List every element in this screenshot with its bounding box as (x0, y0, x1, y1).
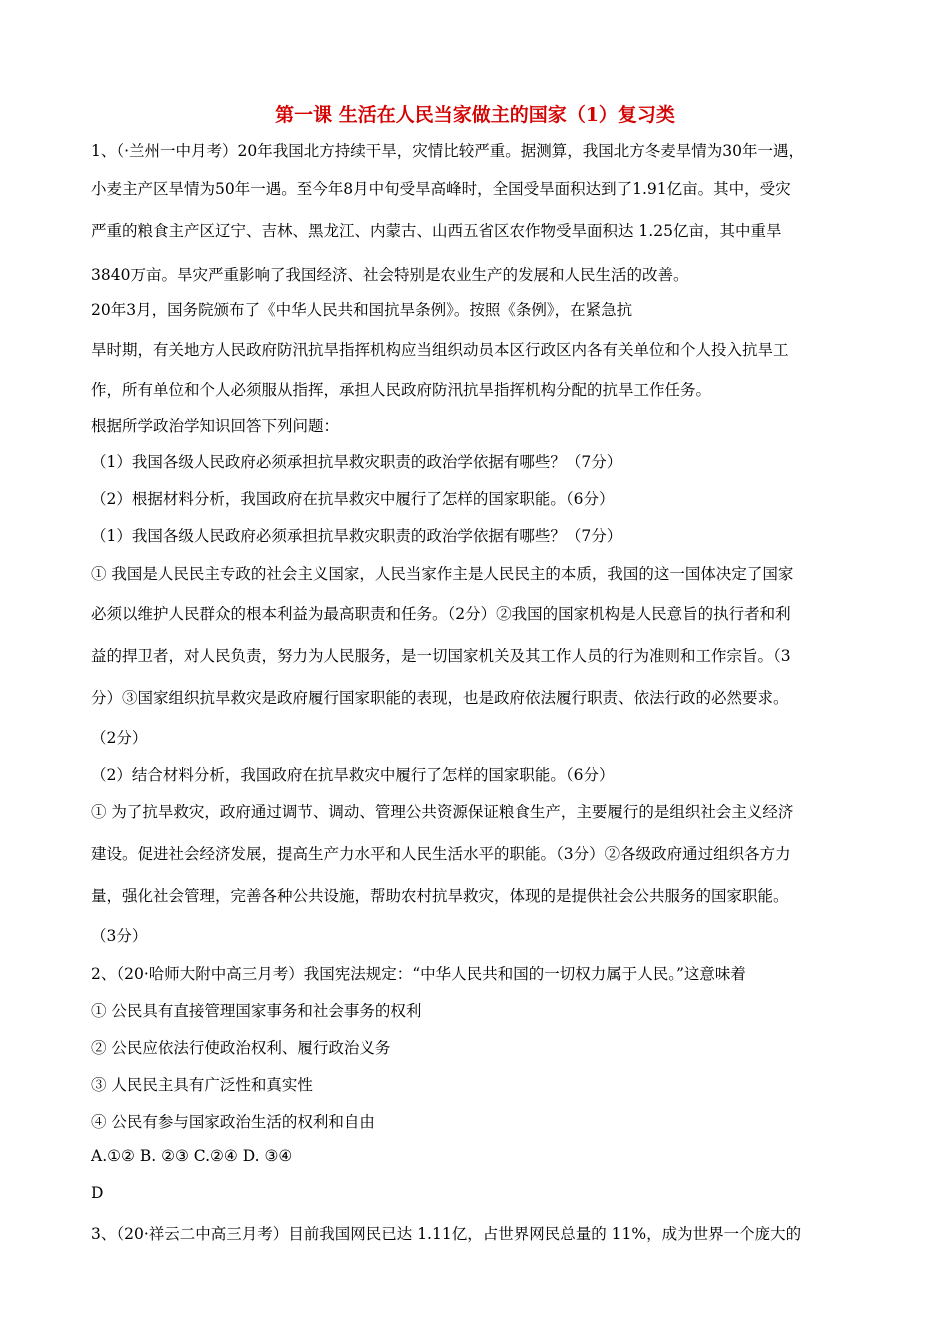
q1-material-line-2: 小麦主产区旱情为50年一遇。至今年8月中旬受旱高峰时，全国受旱面积达到了1.91亿亩。其中，受灾 (91, 180, 791, 198)
q1-answer-heading-2: （2）结合材料分析，我国政府在抗旱救灾中履行了怎样的国家职能。（6分） (91, 766, 615, 784)
q1-material-line-7: 作，所有单位和个人必须服从指挥，承担人民政府防汛抗旱指挥机构分配的抗旱工作任务。 (91, 381, 712, 399)
q1-answer-1-line-3: 益的捍卫者，对人民负责，努力为人民服务，是一切国家机关及其工作人员的行为准则和工作宗旨。（3 (91, 647, 791, 665)
q1-answer-heading-1: （1）我国各级人民政府必须承担抗旱救灾职责的政治学依据有哪些？（7分） (91, 527, 623, 545)
q1-answer-1-line-1: ① 我国是人民民主专政的社会主义国家，人民当家作主是人民民主的本质，我国的这一国体决定了国家 (91, 565, 794, 583)
q2-choices: A.①② B. ②③ C.②④ D. ③④ (91, 1147, 293, 1165)
q1-answer-1-line-5: （2分） (91, 729, 148, 747)
q1-sub-question-2: （2）根据材料分析，我国政府在抗旱救灾中履行了怎样的国家职能。（6分） (91, 490, 615, 508)
document-title: 第一课 生活在人民当家做主的国家（1）复习类 (275, 104, 675, 126)
q1-answer-2-line-2: 建设。促进社会经济发展，提高生产力水平和人民生活水平的职能。（3分）②各级政府通过组织各方力 (91, 845, 791, 863)
q1-answer-1-line-4: 分）③国家组织抗旱救灾是政府履行国家职能的表现，也是政府依法履行职责、依法行政的必然要求。 (91, 689, 789, 707)
q2-option-3: ③ 人民民主具有广泛性和真实性 (91, 1076, 313, 1094)
q2-answer: D (91, 1184, 104, 1202)
q1-instruction: 根据所学政治学知识回答下列问题： (91, 417, 340, 435)
q1-material-line-1: 1、（·兰州一中月考）20年我国北方持续干旱，灾情比较严重。据测算，我国北方冬麦旱情为30年一遇， (91, 142, 804, 160)
q2-option-1: ① 公民具有直接管理国家事务和社会事务的权利 (91, 1002, 422, 1020)
q3-stem: 3、（20·祥云二中高三月考）目前我国网民已达 1.11亿，占世界网民总量的 11%，成为世界一个庞大的 (91, 1225, 802, 1243)
q2-stem: 2、（20·哈师大附中高三月考）我国宪法规定：“中华人民共和国的一切权力属于人民。”这意味着 (91, 965, 746, 983)
q1-material-line-6: 旱时期，有关地方人民政府防汛抗旱指挥机构应当组织动员本区行政区内各有关单位和个人投入抗旱工 (91, 341, 789, 359)
q1-answer-2-line-3: 量，强化社会管理，完善各种公共设施，帮助农村抗旱救灾，体现的是提供社会公共服务的国家职能。 (91, 887, 789, 905)
q2-option-4: ④ 公民有参与国家政治生活的权利和自由 (91, 1113, 375, 1131)
q1-answer-2-line-4: （3分） (91, 927, 148, 945)
q1-material-line-3: 严重的粮食主产区辽宁、吉林、黑龙江、内蒙古、山西五省区农作物受旱面积达 1.25亿亩，其中重旱 (91, 222, 782, 240)
q1-answer-1-line-2: 必须以维护人民群众的根本利益为最高职责和任务。（2分）②我国的国家机构是人民意旨的执行者和利 (91, 605, 791, 623)
q2-option-2: ② 公民应依法行使政治权利、履行政治义务 (91, 1039, 391, 1057)
q1-material-line-4: 3840万亩。旱灾严重影响了我国经济、社会特别是农业生产的发展和人民生活的改善。 (91, 266, 689, 284)
q1-material-line-5: 20年3月，国务院颁布了《中华人民共和国抗旱条例》。按照《条例》，在紧急抗 (91, 301, 633, 319)
q1-answer-2-line-1: ① 为了抗旱救灾，政府通过调节、调动、管理公共资源保证粮食生产，主要履行的是组织社会主义经济 (91, 803, 794, 821)
q1-sub-question-1: （1）我国各级人民政府必须承担抗旱救灾职责的政治学依据有哪些？（7分） (91, 453, 623, 471)
